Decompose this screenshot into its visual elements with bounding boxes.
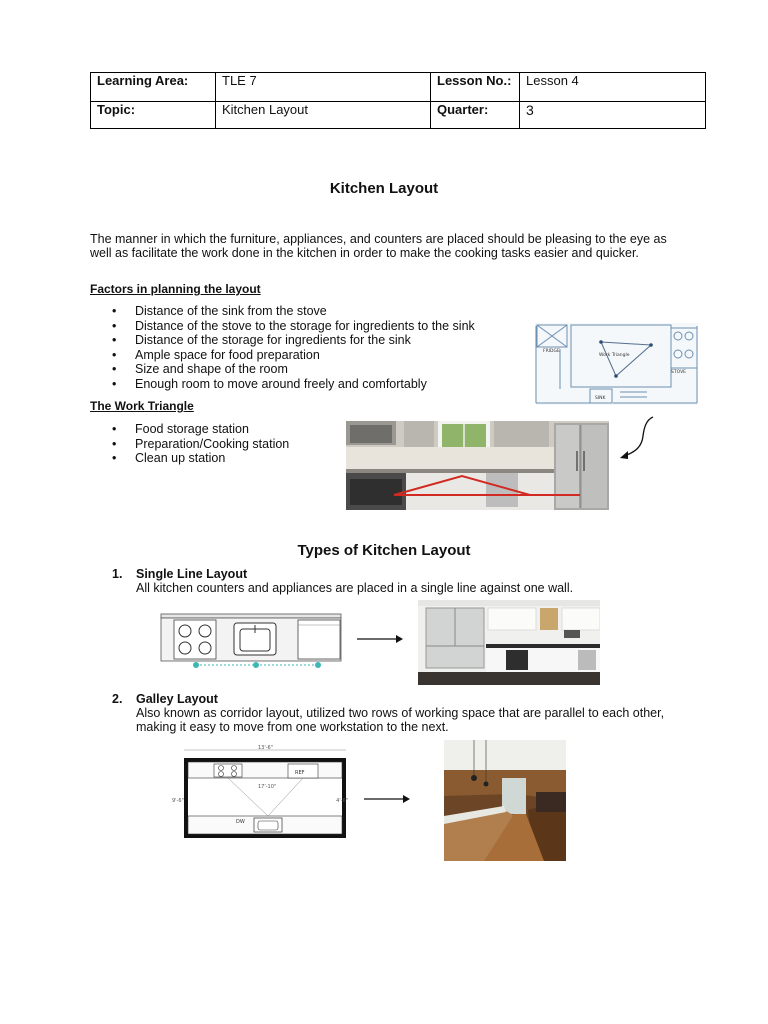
learning-area-label: Learning Area: [91,73,216,102]
page-title: Kitchen Layout [329,180,439,197]
quarter-label: Quarter: [431,102,520,129]
galley-kitchen-photo [444,740,566,861]
right-arrow-icon [364,793,410,805]
fridge-label: FRIDGE [543,349,560,354]
lesson-value: Lesson 4 [520,73,706,102]
galley-layout-plan [170,744,350,845]
lesson-label: Lesson No.: [431,73,520,102]
stove-label: STOVE [671,370,686,375]
galley-layout-item [112,692,702,734]
left-dimension: 9'-6" [172,798,184,804]
learning-area-value: TLE 7 [216,73,431,102]
diagonal-dimension: 17'-10" [258,784,277,790]
list-item: • Clean up station [90,451,350,466]
item-number: 1. [112,567,123,581]
list-item: • Distance of the stove to the storage for ingredients to the sink [90,319,530,334]
types-title: Types of Kitchen Layout [297,542,471,559]
lesson-header-table [90,72,706,129]
topic-value: Kitchen Layout [216,102,431,129]
list-item: • Distance of the sink from the stove [90,304,530,319]
factors-list [90,304,530,392]
ref-label: REF [295,770,305,776]
work-triangle-heading: The Work Triangle [90,399,194,413]
kitchen-work-triangle-photo [346,421,609,510]
item-number: 2. [112,692,123,706]
single-line-layout-item [112,567,702,595]
list-item: • Ample space for food preparation [90,348,530,363]
single-line-kitchen-photo [418,600,600,685]
sink-label: SINK [595,396,606,401]
work-triangle-list [90,422,350,466]
width-dimension: 13'-6" [258,745,274,751]
right-dimension: 4'-6" [336,798,348,804]
list-item: • Distance of the storage for ingredients for the sink [90,333,530,348]
curved-arrow-icon [616,414,658,462]
work-triangle-plan-diagram [535,323,698,405]
list-item: • Food storage station [90,422,350,437]
factors-heading: Factors in planning the layout [90,282,261,296]
list-item: • Enough room to move around freely and comfortably [90,377,530,392]
single-line-layout-text: All kitchen counters and appliances are placed in a single line against one wall. [136,581,574,595]
galley-layout-heading: Galley Layout [136,692,218,706]
list-item: • Preparation/Cooking station [90,437,350,452]
right-arrow-icon [357,633,403,645]
intro-paragraph: The manner in which the furniture, appliances, and counters are placed should be pleasing to the eye as well as facilitate the work done in the kitchen in order to make the cooking tasks easier and quicker. [90,232,667,260]
single-line-layout-heading: Single Line Layout [136,567,248,581]
topic-label: Topic: [91,102,216,129]
single-line-layout-plan [160,613,342,670]
list-item: • Size and shape of the room [90,362,530,377]
galley-layout-text: Also known as corridor layout, utilized two rows of working space that are parallel to each other, making it easy to move from one workstation to the next. [136,706,665,734]
dw-label: DW [236,819,245,825]
work-triangle-label: Work Triangle [599,353,630,358]
quarter-value: 3 [520,102,706,129]
